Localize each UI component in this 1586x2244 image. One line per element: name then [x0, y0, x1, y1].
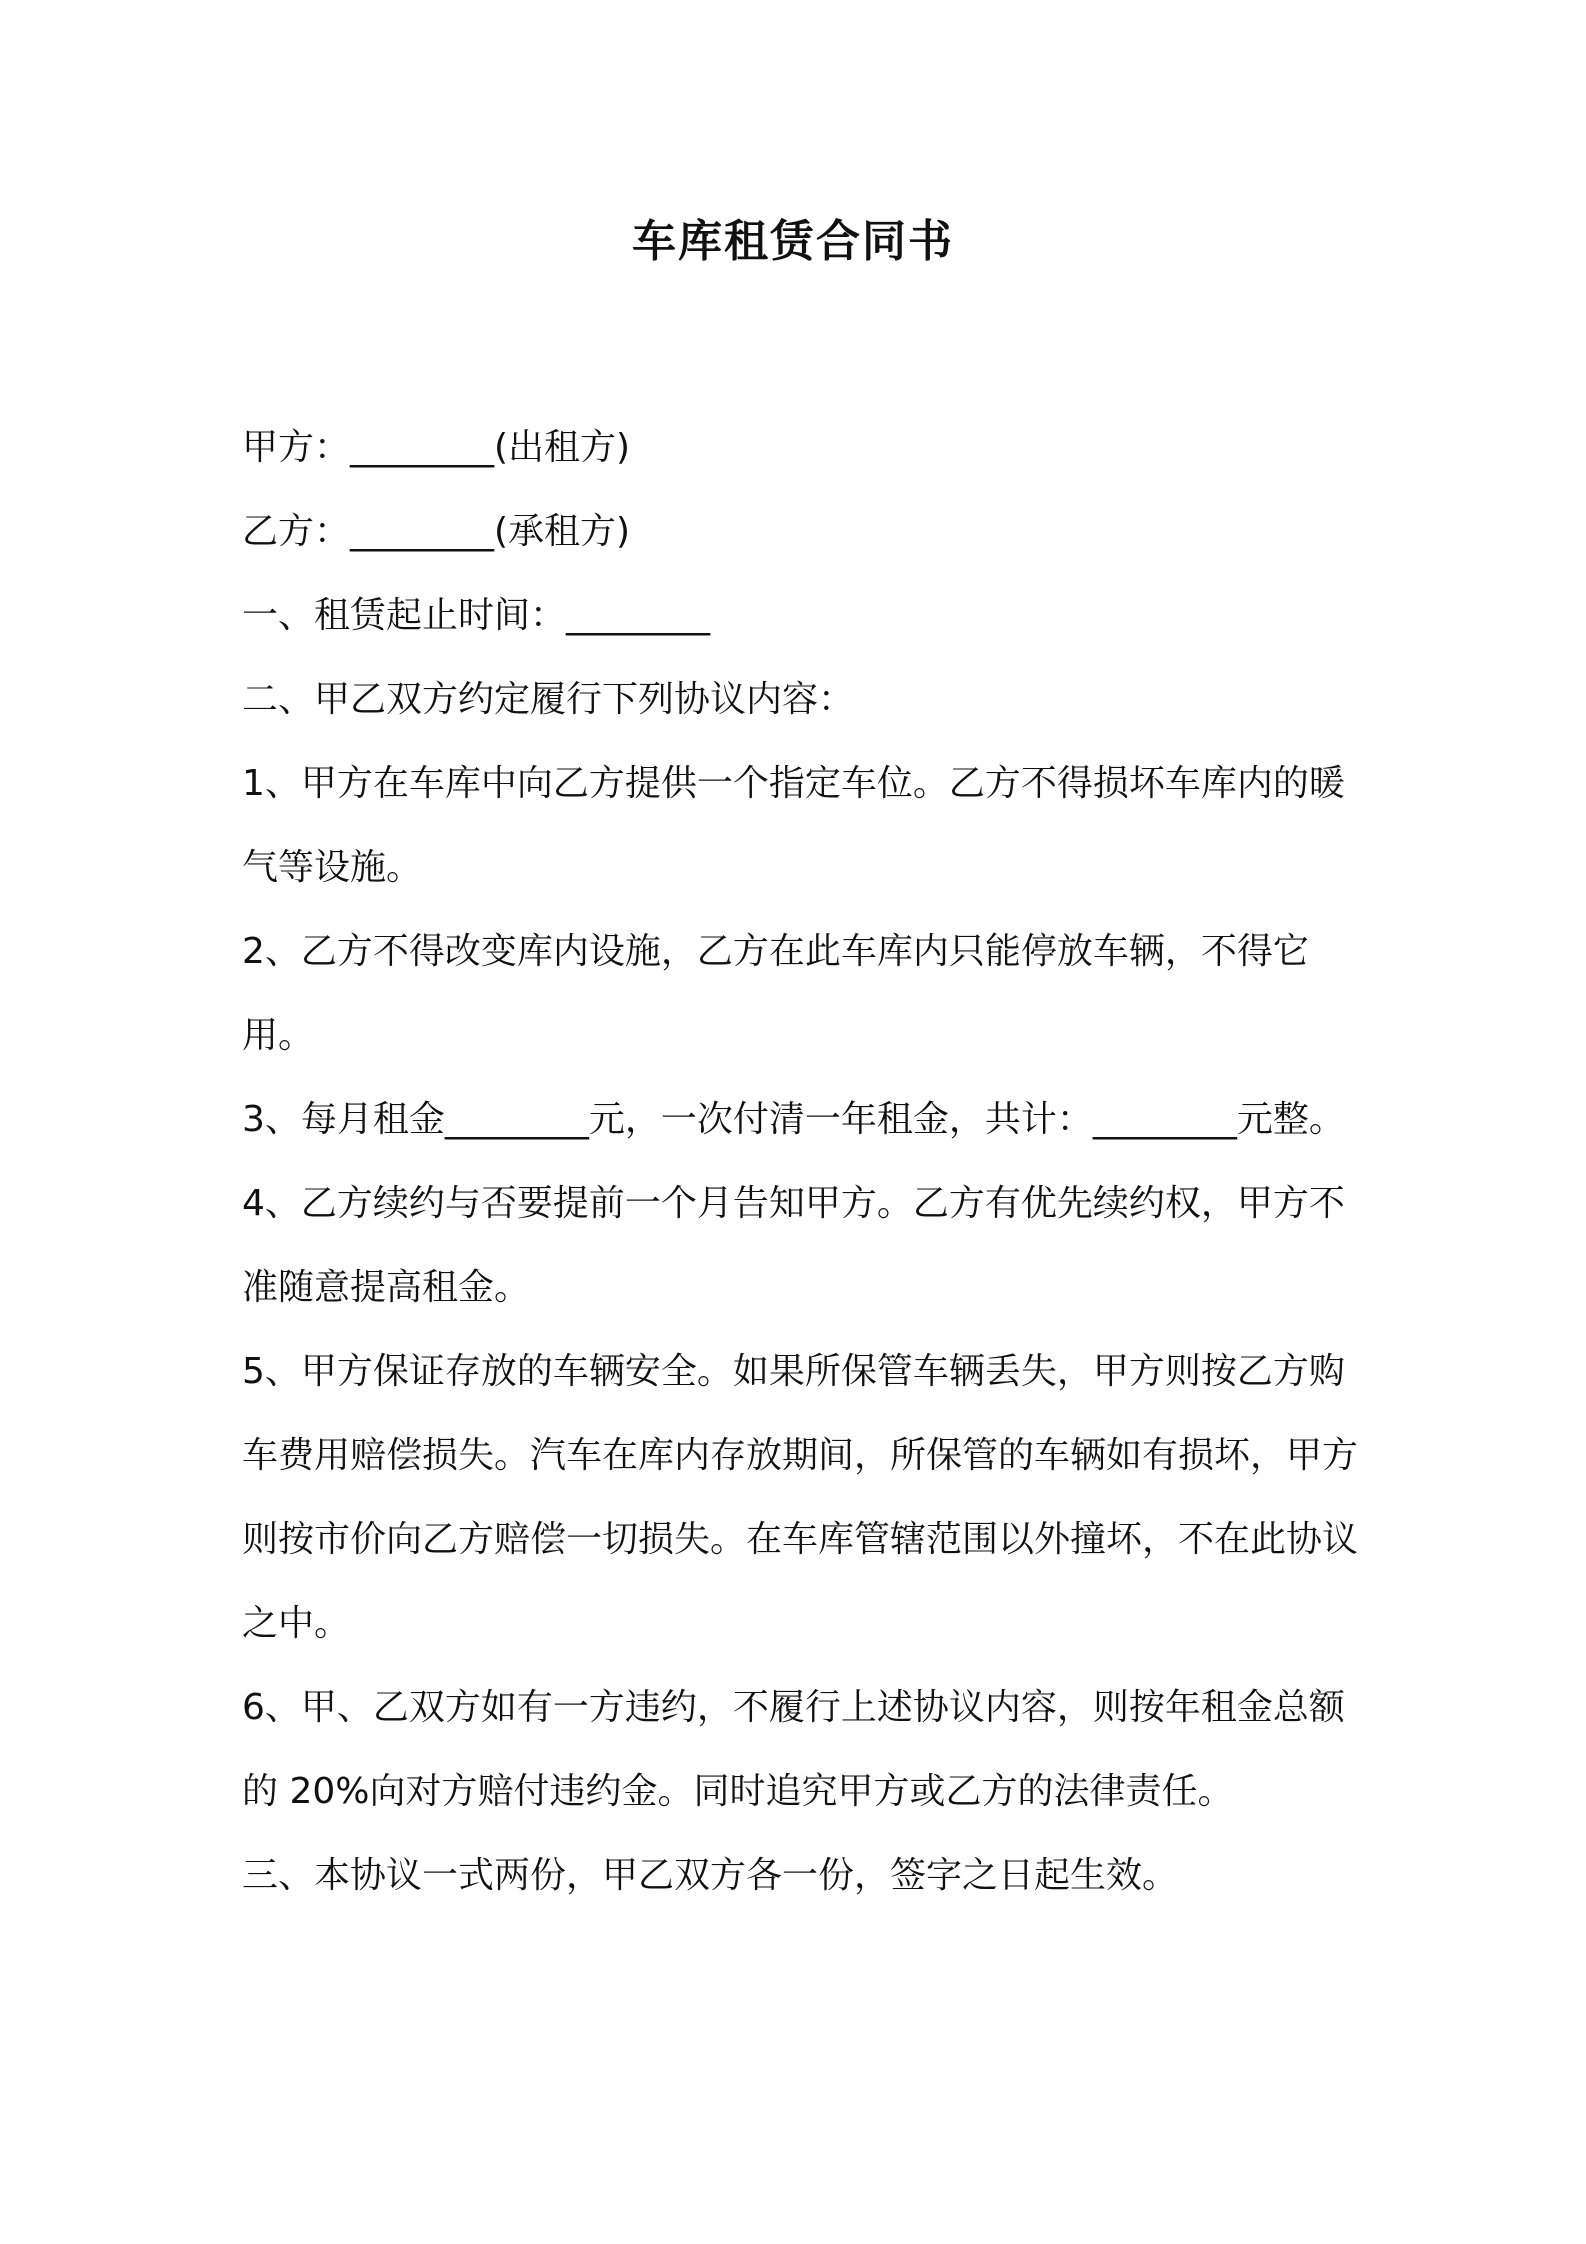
party-a-line: 甲方：________(出租方): [242, 427, 631, 468]
document-title: 车库租赁合同书: [632, 216, 954, 267]
section-agreement-terms: 二、甲乙双方约定履行下列协议内容：: [242, 679, 855, 720]
clause-5: 5、甲方保证存放的车辆安全。如果所保管车辆丢失，甲方则按乙方购车费用赔偿损失。汽车在库内存放期间，所保管的车辆如有损坏，甲方则按市价向乙方赔偿一切损失。在车库管辖范围以外撞坏，不在此协议之中。: [242, 1351, 1359, 1644]
party-b-line: 乙方：________(承租方): [242, 511, 631, 552]
clause-2: 2、乙方不得改变库内设施，乙方在此车库内只能停放车辆，不得它用。: [242, 931, 1309, 1056]
section-lease-term: 一、租赁起止时间：________: [242, 595, 711, 636]
clause-1: 1、甲方在车库中向乙方提供一个指定车位。乙方不得损坏车库内的暖气等设施。: [242, 763, 1345, 888]
clause-3: 3、每月租金________元，一次付清一年租金，共计：________元整。: [242, 1099, 1345, 1140]
section-effectiveness: 三、本协议一式两份，甲乙双方各一份，签字之日起生效。: [242, 1855, 1179, 1896]
clause-4: 4、乙方续约与否要提前一个月告知甲方。乙方有优先续约权，甲方不准随意提高租金。: [242, 1183, 1345, 1308]
document-body: [242, 406, 1362, 1918]
clause-6: 6、甲、乙双方如有一方违约，不履行上述协议内容，则按年租金总额的 20%向对方赔付违约金。同时追究甲方或乙方的法律责任。: [242, 1687, 1345, 1812]
